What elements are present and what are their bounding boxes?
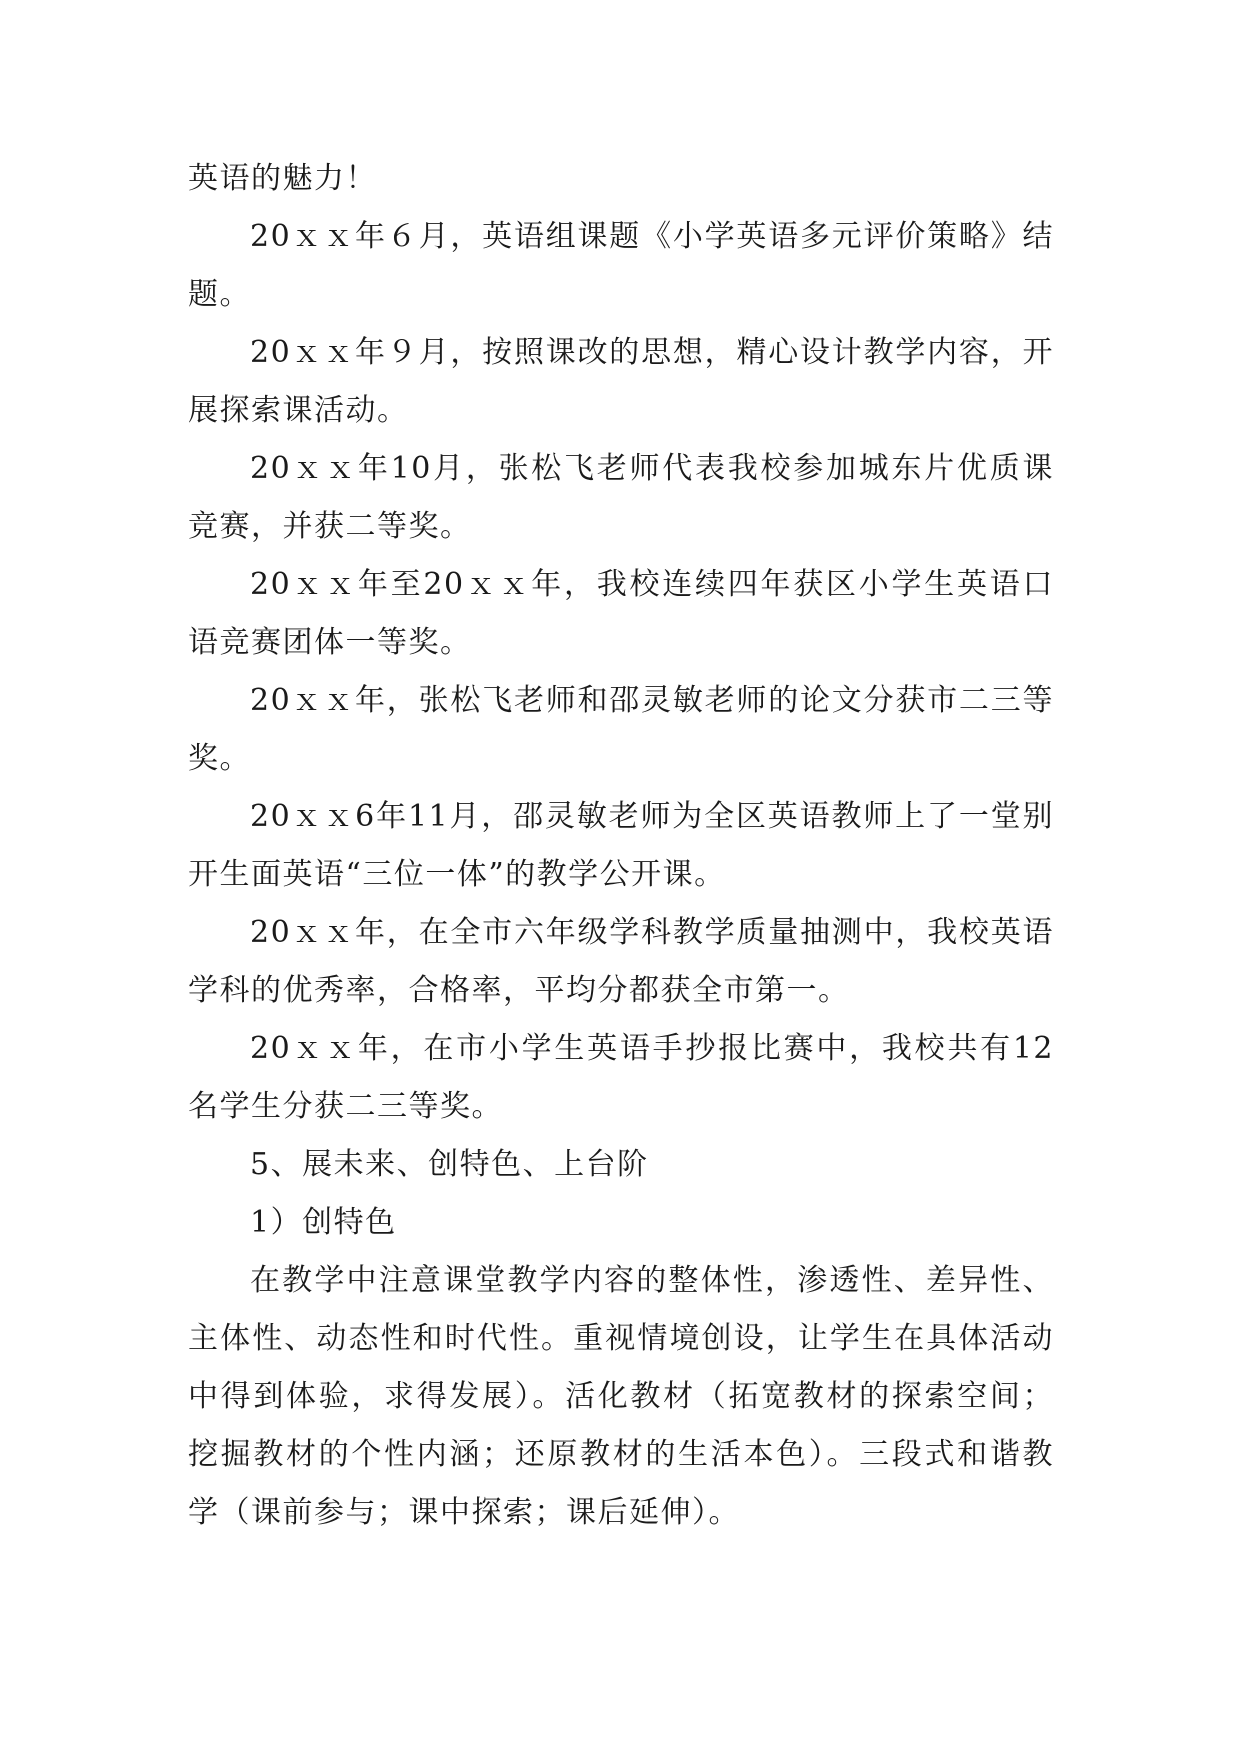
paragraph-body: 在教学中注意课堂教学内容的整体性，渗透性、差异性、主体性、动态性和时代性。重视情境创设，让学生在具体活动中得到体验，求得发展）。活化教材（拓宽教材的探索空间；挖掘教材的个性内涵；还原教材的生活本色）。三段式和谐教学（课前参与；课中探索；课后延伸）。 [188, 1263, 1054, 1530]
document-page [188, 150, 1054, 1542]
paragraph-1: 英语的魅力！ [188, 161, 377, 196]
paragraph-8: 20ｘｘ年，在全市六年级学科教学质量抽测中，我校英语学科的优秀率，合格率，平均分都获全市第一。 [188, 915, 1054, 1008]
paragraph-4: 20ｘｘ年10月，张松飞老师代表我校参加城东片优质课竞赛，并获二等奖。 [188, 451, 1054, 544]
subsection-heading: 1）创特色 [250, 1205, 397, 1240]
paragraph-5: 20ｘｘ年至20ｘｘ年，我校连续四年获区小学生英语口语竞赛团体一等奖。 [188, 567, 1054, 660]
paragraph-2: 20ｘｘ年６月，英语组课题《小学英语多元评价策略》结题。 [188, 219, 1054, 312]
paragraph-9: 20ｘｘ年，在市小学生英语手抄报比赛中，我校共有12名学生分获二三等奖。 [188, 1031, 1054, 1124]
paragraph-3: 20ｘｘ年９月，按照课改的思想，精心设计教学内容，开展探索课活动。 [188, 335, 1054, 428]
paragraph-6: 20ｘｘ年，张松飞老师和邵灵敏老师的论文分获市二三等奖。 [188, 683, 1054, 776]
paragraph-7: 20ｘｘ6年11月，邵灵敏老师为全区英语教师上了一堂别开生面英语“三位一体”的教学公开课。 [188, 799, 1054, 892]
section-heading: 5、展未来、创特色、上台阶 [250, 1147, 649, 1182]
